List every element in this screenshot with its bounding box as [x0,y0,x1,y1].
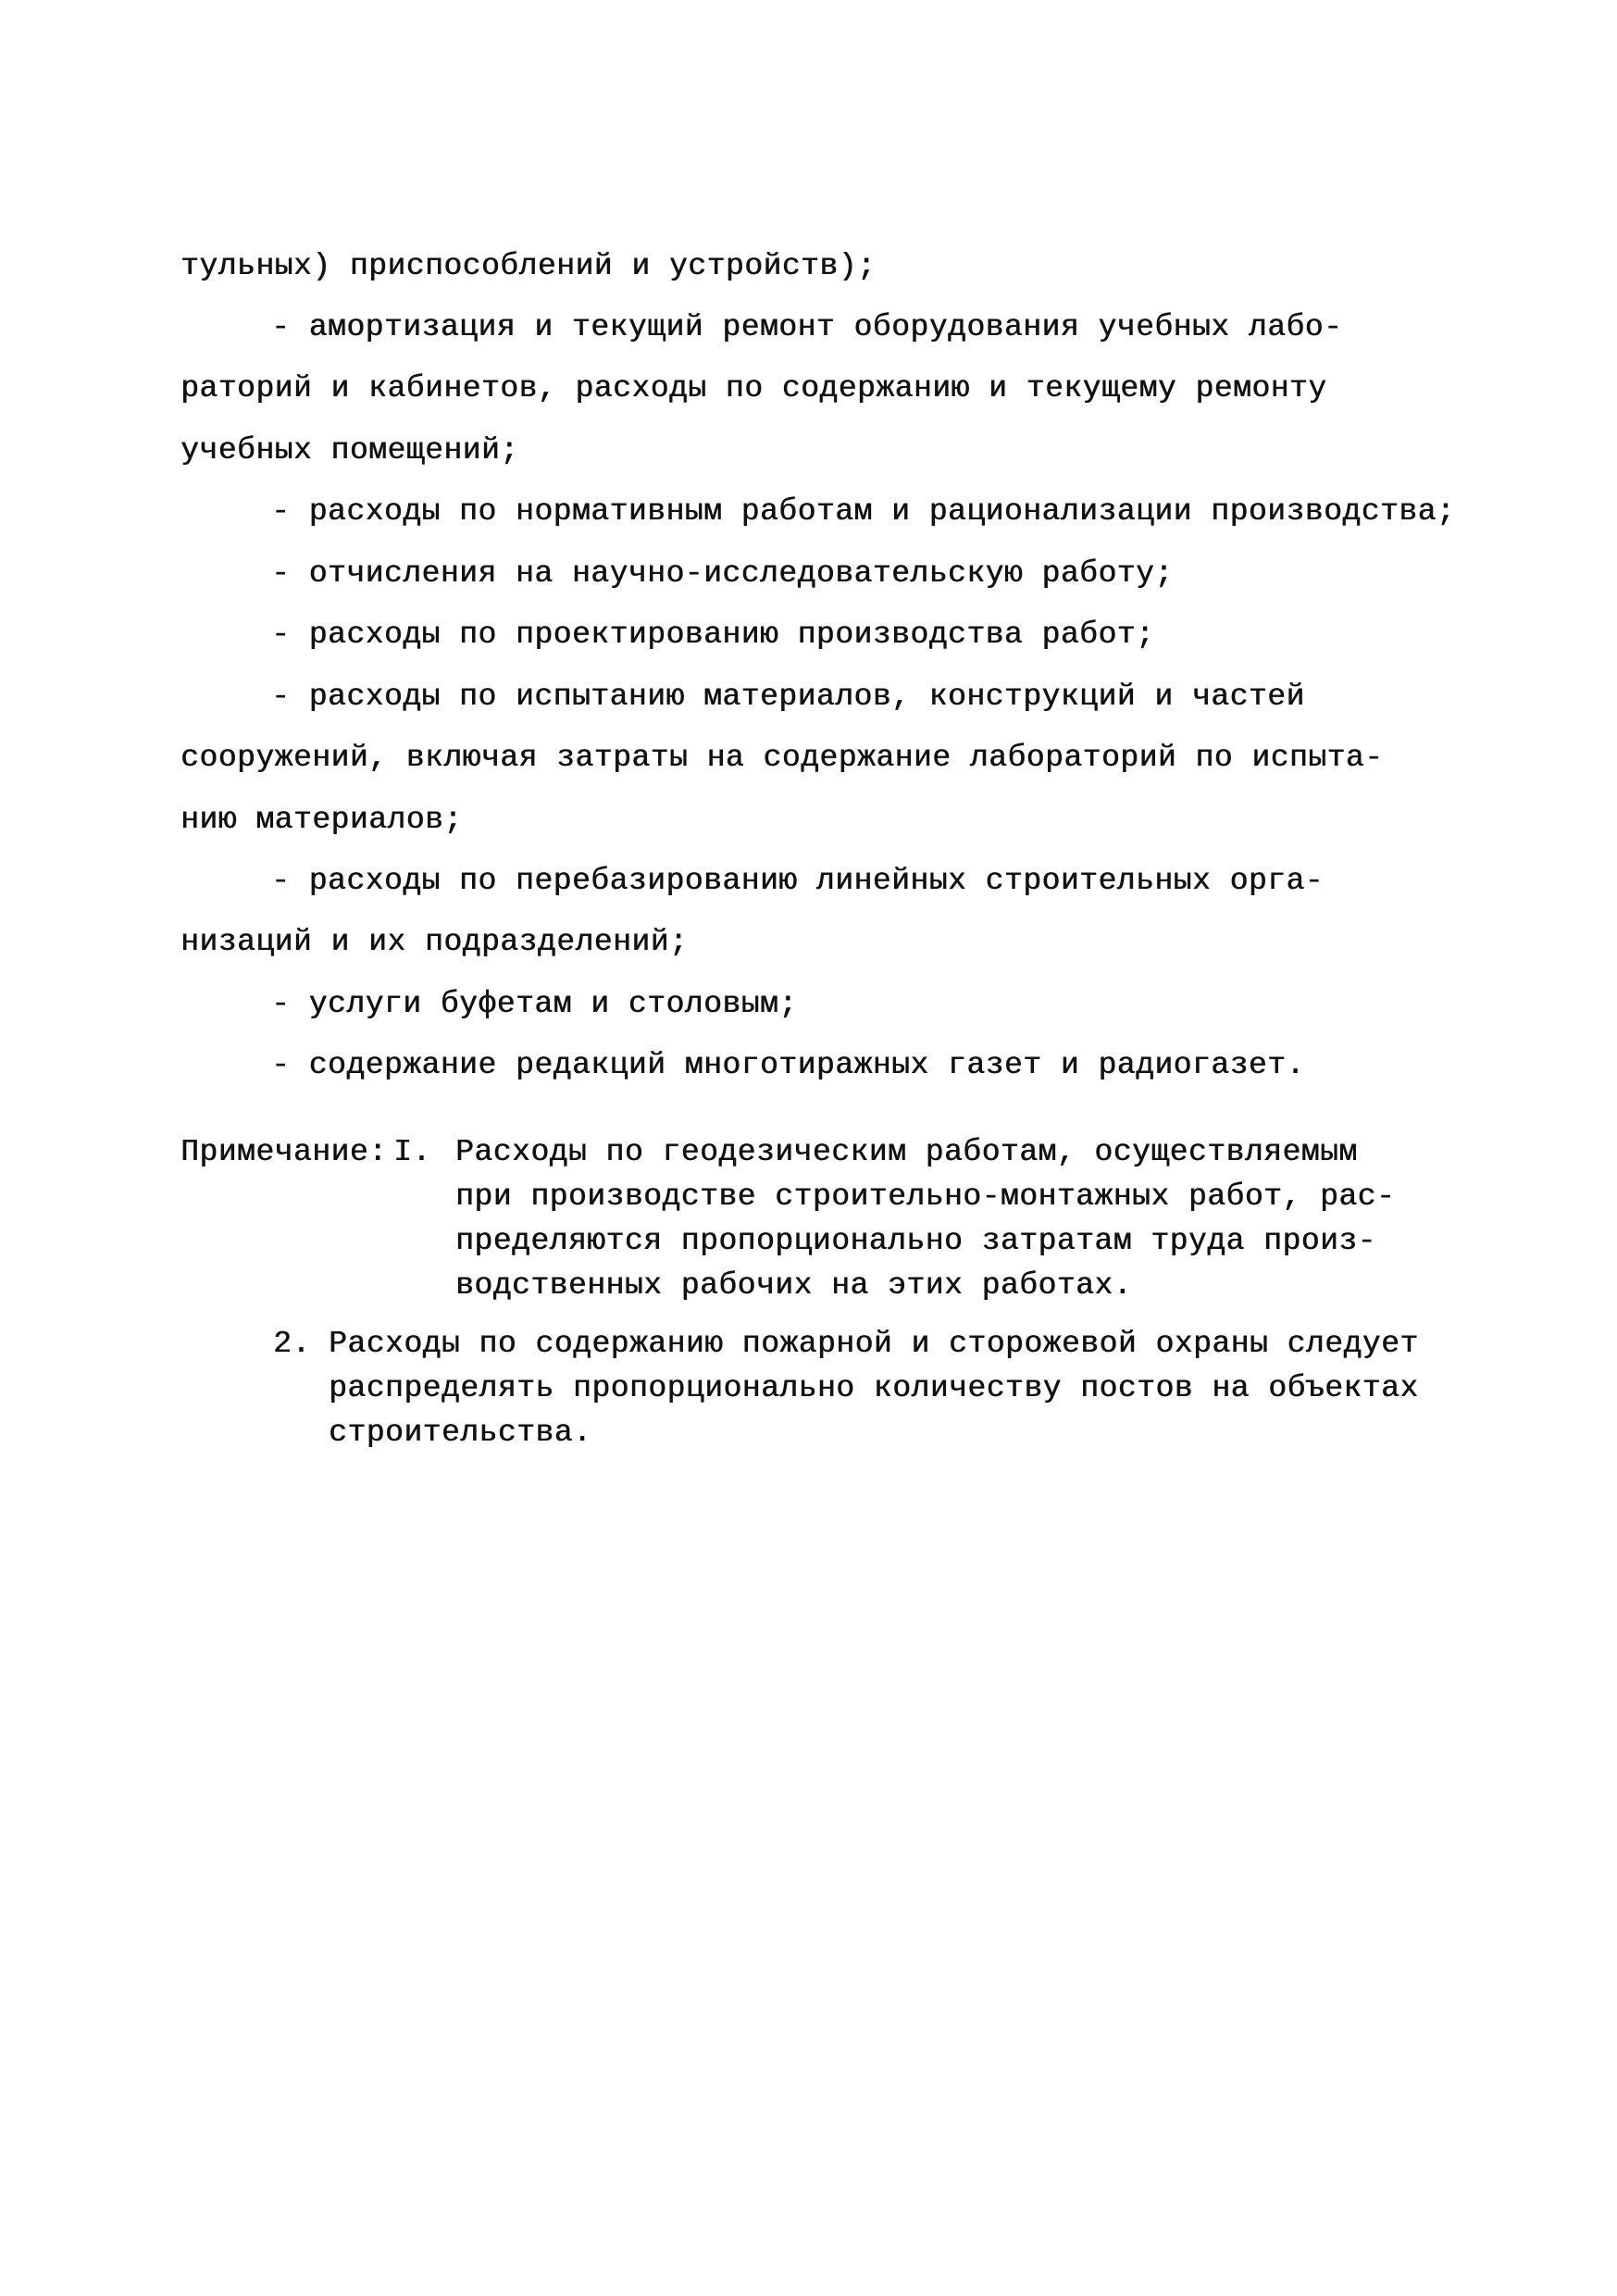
list-item-5-line-0: - расходы по перебазированию линейных строительных орга- [271,864,1324,898]
note-entry-2-number: 2. [273,1327,311,1361]
note-entry-1-line-2: пределяются пропорционально затратам труда произ- [455,1224,1376,1258]
note-entry-2-line-1: распределять пропорционально количеству постов на объектах [329,1371,1419,1405]
note-entry-1-number: I. [393,1135,431,1169]
list-item-2-line-0: - отчисления на научно-исследовательскую работу; [271,556,1174,591]
list-item-6-line-0: - услуги буфетам и столовым; [271,987,798,1021]
list-item-7-line-0: - содержание редакций многотиражных газет и радиогазет. [271,1048,1305,1082]
note-entry-1-line-1: при производстве строительно-монтажных работ, рас- [455,1179,1396,1214]
continuation-line: тульных) приспособлений и устройств); [180,249,877,283]
list-item-0-line-0: - амортизация и текущий ремонт оборудования учебных лабо- [271,310,1343,344]
list-item-0-line-2: учебных помещений; [180,433,519,468]
list-item-4-line-1: сооружений, включая затраты на содержание лабораторий по испыта- [180,741,1384,775]
note-entry-1-line-0: Расходы по геодезическим работам, осуществляемым [455,1135,1358,1169]
note-label: Примечание: [180,1135,388,1169]
note-entry-1-line-3: водственных рабочих на этих работах. [455,1268,1132,1303]
list-item-4-line-2: нию материалов; [180,803,463,837]
list-item-4-line-0: - расходы по испытанию материалов, конструкций и частей [271,680,1305,714]
note-entry-2-line-0: Расходы по содержанию пожарной и сторожевой охраны следует [329,1327,1419,1361]
list-item-5-line-1: низаций и их подразделений; [180,925,689,959]
list-item-3-line-0: - расходы по проектированию производства работ; [271,618,1155,652]
list-item-0-line-1: раторий и кабинетов, расходы по содержанию и текущему ремонту [180,371,1327,406]
list-item-1-line-0: - расходы по нормативным работам и рационализации производства; [271,494,1456,529]
note-entry-2-line-2: строительства. [329,1416,592,1450]
